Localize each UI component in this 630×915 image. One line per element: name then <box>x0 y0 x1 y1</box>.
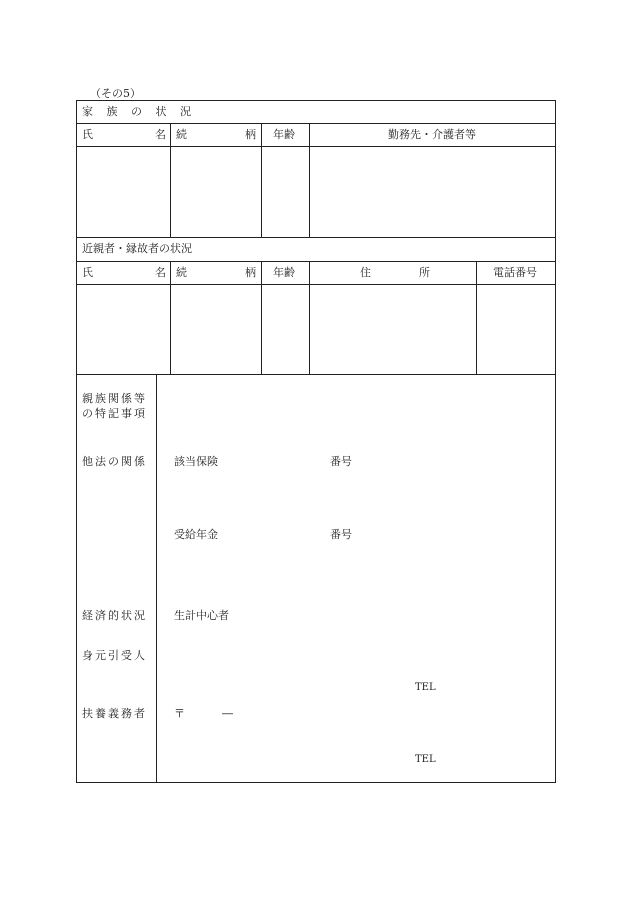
divider <box>76 146 556 147</box>
relatives-header-age: 年齢 <box>273 266 295 279</box>
relatives-header-address-right: 所 <box>419 266 430 279</box>
postal-mark-icon: 〒 <box>174 707 185 720</box>
page-label: （その5） <box>90 87 141 100</box>
pension-label: 受給年金 <box>174 528 218 541</box>
family-header-name-right: 名 <box>155 128 166 141</box>
divider <box>261 123 262 237</box>
economic-label: 経済的状況 <box>82 609 147 622</box>
pension-number-label: 番号 <box>330 528 352 541</box>
insurance-label: 該当保険 <box>174 455 218 468</box>
breadwinner-label: 生計中心者 <box>174 609 229 622</box>
relatives-header-relation-left: 続 <box>176 266 187 279</box>
family-header-age: 年齢 <box>273 128 295 141</box>
relatives-header-name-left: 氏 <box>82 266 93 279</box>
divider <box>76 374 556 375</box>
relatives-header-name-right: 名 <box>155 266 166 279</box>
special-notes-label-line2: の特記事項 <box>82 407 147 420</box>
divider <box>76 261 556 262</box>
postal-dash: ― <box>222 707 233 720</box>
insurance-number-label: 番号 <box>330 455 352 468</box>
divider <box>76 123 556 124</box>
family-header-name-left: 氏 <box>82 128 93 141</box>
relatives-header-address-left: 住 <box>360 266 371 279</box>
divider <box>170 261 171 374</box>
family-header-relation-left: 続 <box>176 128 187 141</box>
family-header-relation-right: 柄 <box>245 128 256 141</box>
guarantor-tel-label: TEL <box>415 682 436 693</box>
relatives-header-relation-right: 柄 <box>245 266 256 279</box>
guarantor-label: 身元引受人 <box>82 649 147 662</box>
divider <box>156 374 157 783</box>
divider <box>309 123 310 237</box>
special-notes-label-line1: 親族関係等 <box>82 392 147 405</box>
form-frame <box>76 100 556 783</box>
supporter-label: 扶養義務者 <box>82 707 147 720</box>
divider <box>76 237 556 238</box>
divider <box>476 261 477 374</box>
other-law-label: 他法の関係 <box>82 455 147 468</box>
family-section-title: 家 族 の 状 況 <box>82 105 196 118</box>
divider <box>309 261 310 374</box>
family-header-workplace: 勤務先・介護者等 <box>388 128 476 141</box>
divider <box>261 261 262 374</box>
supporter-tel-label: TEL <box>415 754 436 765</box>
divider <box>76 284 556 285</box>
relatives-section-title: 近親者・縁故者の状況 <box>82 242 192 255</box>
divider <box>170 123 171 237</box>
relatives-header-phone: 電話番号 <box>493 266 537 279</box>
